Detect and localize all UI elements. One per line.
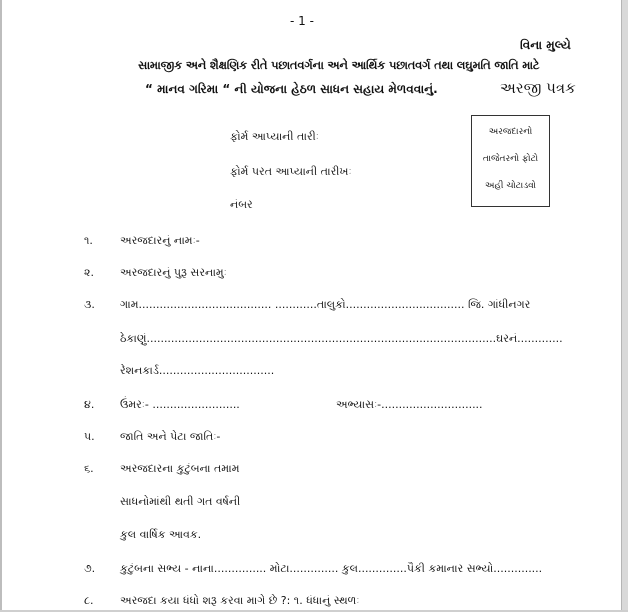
field-2-number: ૨. [84, 266, 94, 279]
page-right-edge [621, 0, 628, 612]
field-7-number: ૭. [84, 562, 96, 575]
form-returned-date-label: ફોર્મ પરત આપ્યાની તારીખઃ [230, 165, 352, 178]
applicant-name-label: અરજદારનું નામઃ- [120, 234, 200, 247]
free-of-cost-label: વિના મુલ્યે [520, 38, 571, 52]
village-taluka-district-line: ગામ...................................... ............તાલુકો.................................. જિ. ગાંધીનગર [120, 298, 531, 311]
annual-income-line-2: સાધનોમાંથી થતી ગત વર્ષની [120, 495, 241, 508]
applicant-address-label: અરજદારનું પુરૂ સરનામુઃ [120, 266, 227, 279]
field-6-number: ૬. [84, 462, 94, 475]
field-4-number: ૪. [84, 398, 95, 411]
family-members-line: કુટુંબના સભ્ય - નાના............... મોટા.............. કુલ..............પૈકી કમાનાર સભ્યો.............. [120, 562, 543, 575]
form-title: અરજી પત્રક [500, 79, 576, 97]
form-number-label: નંબર [230, 198, 253, 211]
page-left-edge [0, 0, 2, 612]
field-3-number: ૩. [84, 298, 95, 311]
form-given-date-label: ફોર્મ આપ્યાની તારીઃ [230, 130, 319, 143]
heading-line-1: સામાજીક અને શૈક્ષણિક રીતે પછાતવર્ગના અને આર્થિક પછાતવર્ગ તથા લઘુમતિ જાતિ માટે [138, 58, 540, 72]
photo-box-line-3: અહી ચોટાડવો [484, 181, 537, 191]
field-5-number: પ. [84, 430, 95, 443]
field-8-number: ૮. [84, 594, 94, 607]
heading-line-2: “ માનવ ગરિમા “ ની યોજના હેઠળ સાધન સહાય મેળવવાનું. [145, 82, 438, 96]
ration-card-line: રેશનકાર્ડ................................. [120, 364, 275, 377]
page-number: - 1 - [290, 14, 314, 28]
photo-box [471, 115, 550, 207]
field-1-number: ૧. [84, 234, 93, 247]
photo-box-line-2: તાજેતરનો ફોટો [482, 154, 539, 164]
photo-box-line-1: અરજદારનો [488, 127, 533, 137]
caste-subcaste-label: જાતિ અને પેટા જાતિઃ- [120, 430, 221, 443]
annual-income-line-3: કુલ વાર્ષિક આવક. [120, 528, 202, 541]
business-intent-line: અરજદા કયા ધંધો શરૂ કરવા માગે છે ?: ૧. ધંધાનું સ્થળઃ [120, 594, 360, 607]
address-house-number-line: ઠેકાણું....................................................................................................ઘરનં............. [120, 332, 563, 345]
annual-income-line-1: અરજદારના કુટુંબના તમામ [120, 462, 240, 475]
age-label: ઉંમરઃ- ......................... [120, 398, 240, 411]
education-label: અભ્યાસઃ-............................. [336, 398, 483, 411]
